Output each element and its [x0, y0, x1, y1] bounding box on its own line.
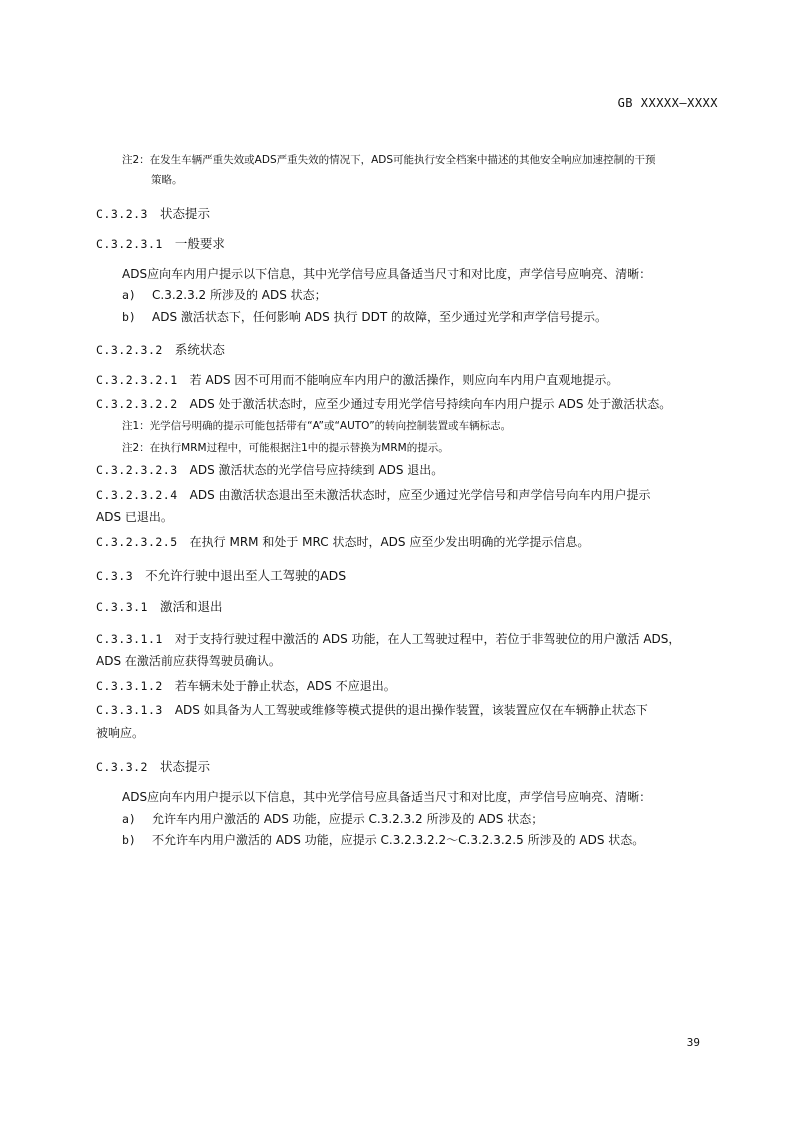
- note-2-top-line1: 注2：在发生车辆严重失效或ADS严重失效的情况下，ADS可能执行安全档案中描述的其他安全响应加速控制的干预: [122, 154, 656, 166]
- clause-text: ADS 由激活状态退出至未激活状态时，应至少通过光学信号和声学信号向车内用户提示: [189, 488, 651, 502]
- clause-number: C.3.2.3.2.2: [96, 397, 178, 411]
- paragraph-status-prompt: ADS应向车内用户提示以下信息，其中光学信号应具备适当尺寸和对比度，声学信号应响亮、清晰：: [122, 790, 652, 804]
- list-marker: a): [122, 812, 136, 826]
- standard-code-header: GB XXXXX—XXXX: [617, 96, 718, 110]
- heading-c3331: [96, 597, 222, 615]
- clause-c33311-continuation: ADS 在激活前应获得驾驶员确认。: [96, 654, 281, 668]
- section-number: C.3.2.3.1: [96, 237, 163, 251]
- list-marker: a): [122, 288, 136, 302]
- list-marker: b): [122, 310, 136, 324]
- heading-c3223: [96, 204, 210, 222]
- clause-c33313: [96, 701, 648, 718]
- clause-number: C.3.3.1.2: [96, 679, 163, 693]
- note-1: 注1：光学信号明确的提示可能包括带有“A”或“AUTO”的转向控制装置或车辆标志。: [122, 420, 512, 432]
- paragraph-general-requirements: ADS应向车内用户提示以下信息，其中光学信号应具备适当尺寸和对比度，声学信号应响亮、清晰：: [122, 267, 652, 281]
- clause-number: C.3.2.3.2.3: [96, 463, 178, 477]
- page-number: 39: [686, 1036, 700, 1049]
- clause-text: 若 ADS 因不可用而不能响应车内用户的激活操作，则应向车内用户直观地提示。: [189, 373, 619, 387]
- list-item-text: ADS 激活状态下，任何影响 ADS 执行 DDT 的故障，至少通过光学和声学信号提示。: [152, 310, 608, 324]
- list-item-text: 不允许车内用户激活的 ADS 功能，应提示 C.3.2.3.2.2～C.3.2.3.2.5 所涉及的 ADS 状态。: [152, 833, 645, 847]
- clause-number: C.3.2.3.2.5: [96, 535, 178, 549]
- clause-c33313-continuation: 被响应。: [96, 726, 145, 740]
- clause-c322325: [96, 533, 589, 550]
- clause-number: C.3.2.3.2.4: [96, 488, 178, 502]
- section-title: 状态提示: [159, 759, 210, 774]
- heading-c32231: [96, 234, 225, 252]
- section-number: C.3.2.3: [96, 207, 148, 221]
- section-title: 激活和退出: [159, 599, 223, 614]
- list-item-text: 允许车内用户激活的 ADS 功能，应提示 C.3.2.3.2 所涉及的 ADS 状态；: [152, 812, 544, 826]
- note-2-top-line2: 策略。: [151, 174, 183, 186]
- clause-c322321: [96, 371, 618, 388]
- clause-text: 在执行 MRM 和处于 MRC 状态时，ADS 应至少发出明确的光学提示信息。: [189, 535, 590, 549]
- list-item-a: [122, 286, 327, 303]
- clause-c33311: [96, 630, 680, 647]
- clause-number: C.3.3.1.3: [96, 703, 163, 717]
- note-2: 注2：在执行MRM过程中，可能根据注1中的提示替换为MRM的提示。: [122, 442, 449, 454]
- clause-c33312: [96, 677, 396, 694]
- clause-number: C.3.3.1.1: [96, 632, 163, 646]
- section-number: C.3.3.1: [96, 600, 148, 614]
- section-title: 不允许行驶中退出至人工驾驶的ADS: [145, 568, 347, 583]
- list-item-b: [122, 308, 607, 325]
- list-item-a-2: [122, 810, 543, 827]
- heading-c32232: [96, 340, 225, 358]
- list-marker: b): [122, 833, 136, 847]
- section-number: C.3.3.2: [96, 760, 148, 774]
- clause-text: ADS 处于激活状态时，应至少通过专用光学信号持续向车内用户提示 ADS 处于激活状态。: [189, 397, 672, 411]
- heading-c3332: [96, 757, 210, 775]
- clause-number: C.3.2.3.2.1: [96, 373, 178, 387]
- clause-c322324: [96, 486, 651, 503]
- clause-c322322: [96, 395, 671, 412]
- clause-c322324-continuation: ADS 已退出。: [96, 510, 173, 524]
- section-title: 系统状态: [174, 342, 225, 357]
- clause-text: ADS 激活状态的光学信号应持续到 ADS 退出。: [189, 463, 444, 477]
- clause-c322323: [96, 461, 443, 478]
- clause-text: 若车辆未处于静止状态，ADS 不应退出。: [174, 679, 396, 693]
- section-number: C.3.3: [96, 569, 134, 583]
- heading-c333: [96, 566, 346, 584]
- section-title: 状态提示: [159, 206, 210, 221]
- section-number: C.3.2.3.2: [96, 343, 163, 357]
- list-item-text: C.3.2.3.2 所涉及的 ADS 状态；: [152, 288, 327, 302]
- clause-text: ADS 如具备为人工驾驶或维修等模式提供的退出操作装置，该装置应仅在车辆静止状态下: [174, 703, 648, 717]
- clause-text: 对于支持行驶过程中激活的 ADS 功能，在人工驾驶过程中，若位于非驾驶位的用户激活 ADS，: [174, 632, 681, 646]
- section-title: 一般要求: [174, 236, 225, 251]
- list-item-b-2: [122, 831, 644, 848]
